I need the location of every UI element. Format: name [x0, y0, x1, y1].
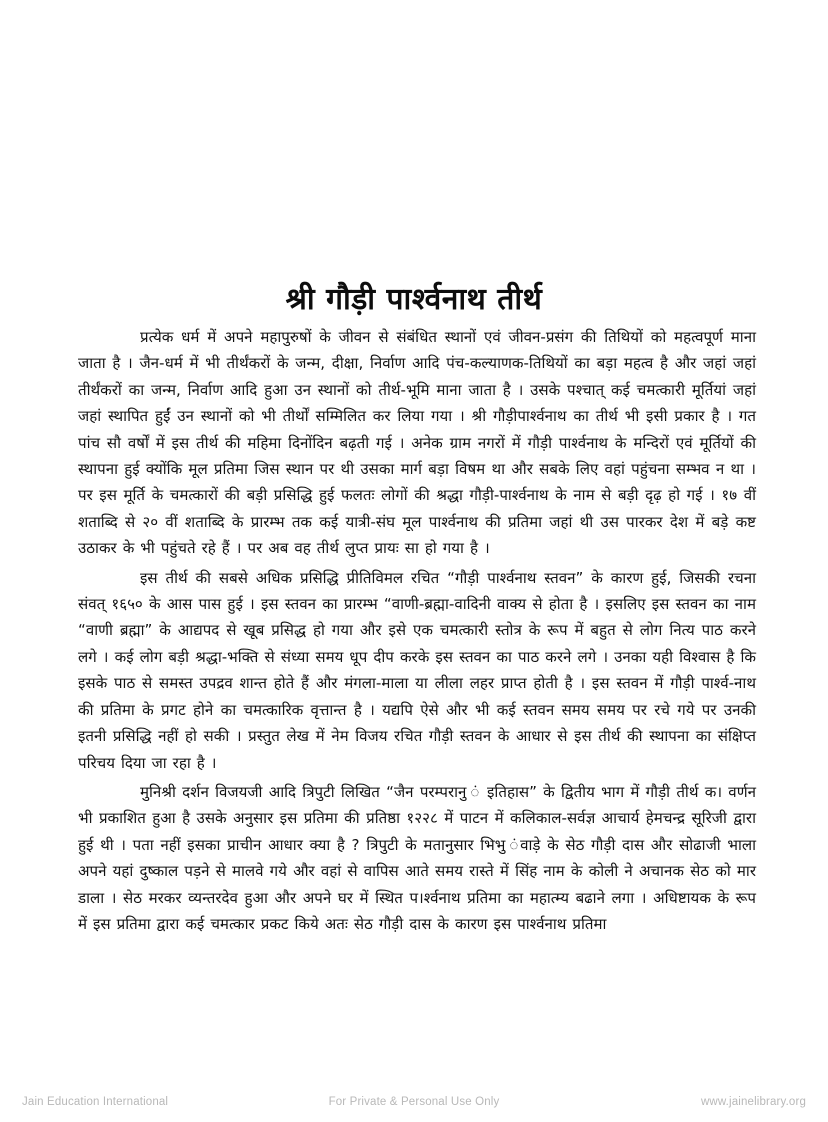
page-title: श्री गौड़ी पार्श्वनाथ तीर्थ: [285, 282, 543, 318]
page-footer: [0, 1090, 828, 1114]
footer-website-url: www.jainelibrary.org: [700, 1096, 806, 1108]
footer-usage-notice: For Private & Personal Use Only: [328, 1096, 500, 1108]
body-text-block: [78, 324, 756, 940]
paragraph-3: मुनिश्री दर्शन विजयजी आदि त्रिपुटी लिखित “जैन परम्परानु ं इतिहास” के द्वितीय भाग में गौड़ी तीर्थ क। वर्णन भी प्रकाशित हुआ है उसके अनुसार इस प्रतिमा की प्रतिष्ठा १२२८ में पाटन में कलिकाल-सर्वज्ञ आचार्य हेमचन्द्र सूरिजी द्वारा हुई थी । पता नहीं इसका प्राचीन आधार क्या है ? त्रिपुटी के मतानुसार भिभु ंवाड़े के सेठ गौड़ी दास और सोढाजी भाला अपने यहां दुष्काल पड़ने से मालवे गये और वहां से वापिस आते समय रास्ते में सिंह नाम के कोली ने अचानक सेठ को मार डाला । सेठ मरकर व्यन्तरदेव हुआ और अपने घर में स्थित प।र्श्वनाथ प्रतिमा का महात्म्य बढाने लगा । अधिष्टायक के रूप में इस प्रतिमा द्वारा कई चमत्कार प्रकट किये अतः सेठ गौड़ी दास के कारण इस पार्श्वनाथ प्रतिमा: [78, 782, 756, 933]
paragraph-1: प्रत्येक धर्म में अपने महापुरुषों के जीवन से संबंधित स्थानों एवं जीवन-प्रसंग की तिथियों को महत्वपूर्ण माना जाता है । जैन-धर्म में भी तीर्थंकरों के जन्म, दीक्षा, निर्वाण आदि पंच-कल्याणक-तिथियों का बड़ा महत्व है और जहां जहां तीर्थंकरों का जन्म, निर्वाण आदि हुआ उन स्थानों को तीर्थ-भूमि माना जाता है । उसके पश्चात् कई चमत्कारी मूर्तियां जहां जहां स्थापित हुईं उन स्थानों को भी तीर्थों सम्मिलित कर लिया गया । श्री गौड़ीपार्श्वनाथ का तीर्थ भी इसी प्रकार है । गत पांच सौ वर्षों में इस तीर्थ की महिमा दिनोंदिन बढ़ती गई । अनेक ग्राम नगरों में गौड़ी पार्श्वनाथ के मन्दिरों एवं मूर्तियों की स्थापना हुई क्योंकि मूल प्रतिमा जिस स्थान पर थी उसका मार्ग बड़ा विषम था और सबके लिए वहां पहुंचना सम्भव न था । पर इस मूर्ति के चमत्कारों की बड़ी प्रसिद्धि हुई फलतः लोगों की श्रद्धा गौड़ी-पार्श्वनाथ के नाम से बड़ी दृढ़ हो गई । १७ वीं शताब्दि से २० वीं शताब्दि के प्रारम्भ तक कई यात्री-संघ मूल पार्श्वनाथ की प्रतिमा जहां थी उस पारकर देश में बड़े कष्ट उठाकर के भी पहुंचते रहे हैं । पर अब वह तीर्थ लुप्त प्रायः सा हो गया है ।: [78, 328, 756, 558]
paragraph-2: इस तीर्थ की सबसे अधिक प्रसिद्धि प्रीतिविमल रचित “गौड़ी पार्श्वनाथ स्तवन” के कारण हुई, जिसकी रचना संवत् १६५० के आस पास हुई । इस स्तवन का प्रारम्भ “वाणी-ब्रह्मा-वादिनी वाक्य से होता है । इसलिए इस स्तवन का नाम “वाणी ब्रह्मा” के आद्यपद से खूब प्रसिद्ध हो गया और इसे एक चमत्कारी स्तोत्र के रूप में बहुत से लोग नित्य पाठ करने लगे । कई लोग बड़ी श्रद्धा-भक्ति से संध्या समय धूप दीप करके इस स्तवन का पाठ करने लगे । उनका यही विश्वास है कि इसके पाठ से समस्त उपद्रव शान्त होते हैं और मंगला-माला या लीला लहर प्राप्त होती है । इस स्तवन में गौड़ी पार्श्व-नाथ की प्रतिमा के प्रगट होने का चमत्कारिक वृत्तान्त है । यद्यपि ऐसे और भी कई स्तवन समय समय पर रचे गये पर उनकी इतनी प्रसिद्धि नहीं हो सकी । प्रस्तुत लेख में नेम विजय रचित गौड़ी स्तवन के आधार से इस तीर्थ की स्थापना का संक्षिप्त परिचय दिया जा रहा है ।: [78, 568, 756, 772]
footer-organization: Jain Education International: [22, 1096, 169, 1108]
